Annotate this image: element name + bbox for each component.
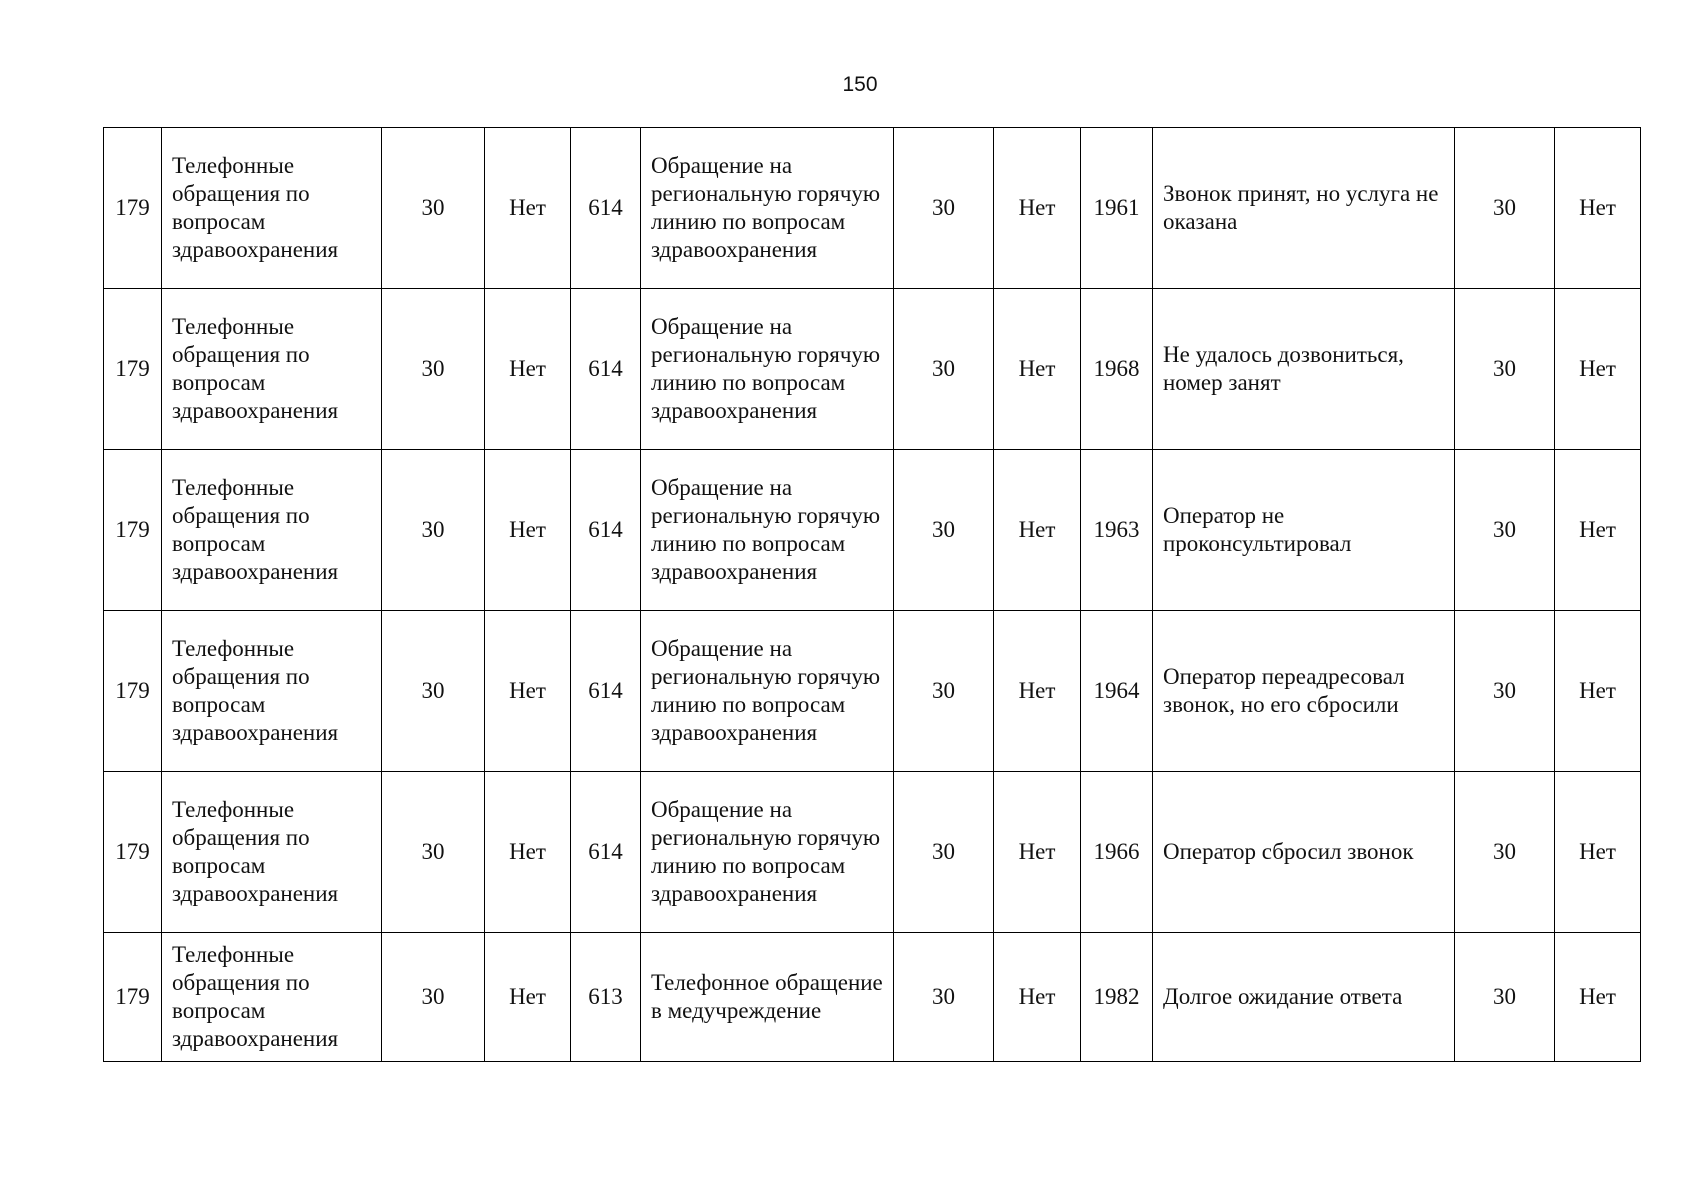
- cell-days: 30: [382, 289, 485, 450]
- cell-code: 614: [571, 289, 641, 450]
- cell-code: 613: [571, 933, 641, 1062]
- cell-flag: Нет: [1555, 611, 1641, 772]
- cell-flag: Нет: [485, 289, 571, 450]
- cell-flag: Нет: [485, 450, 571, 611]
- cell-flag: Нет: [994, 450, 1081, 611]
- cell-subcategory: Обращение на региональную горячую линию по вопросам здравоохранения: [641, 772, 894, 933]
- cell-subcategory: Обращение на региональную горячую линию по вопросам здравоохранения: [641, 289, 894, 450]
- cell-code: 179: [104, 933, 162, 1062]
- cell-code: 179: [104, 128, 162, 289]
- cell-category: Телефонные обращения по вопросам здравоохранения: [162, 128, 382, 289]
- cell-subcategory: Обращение на региональную горячую линию по вопросам здравоохранения: [641, 611, 894, 772]
- table-row: [104, 611, 1641, 772]
- cell-subcategory: Обращение на региональную горячую линию по вопросам здравоохранения: [641, 450, 894, 611]
- cell-code: 179: [104, 611, 162, 772]
- cell-days: 30: [382, 772, 485, 933]
- cell-flag: Нет: [994, 289, 1081, 450]
- cell-code: 614: [571, 611, 641, 772]
- cell-flag: Нет: [1555, 772, 1641, 933]
- cell-code: 1968: [1081, 289, 1153, 450]
- cell-code: 179: [104, 450, 162, 611]
- cell-code: 1982: [1081, 933, 1153, 1062]
- cell-flag: Нет: [485, 128, 571, 289]
- cell-reason: Долгое ожидание ответа: [1153, 933, 1455, 1062]
- cell-flag: Нет: [994, 933, 1081, 1062]
- cell-days: 30: [382, 450, 485, 611]
- cell-code: 614: [571, 450, 641, 611]
- cell-days: 30: [894, 128, 994, 289]
- table-row: [104, 128, 1641, 289]
- cell-flag: Нет: [1555, 128, 1641, 289]
- cell-flag: Нет: [994, 772, 1081, 933]
- table-row: [104, 933, 1641, 1062]
- cell-days: 30: [894, 289, 994, 450]
- cell-code: 1963: [1081, 450, 1153, 611]
- cell-flag: Нет: [1555, 289, 1641, 450]
- page-number: 150: [842, 73, 878, 96]
- cell-flag: Нет: [485, 772, 571, 933]
- cell-subcategory: Телефонное обращение в медучреждение: [641, 933, 894, 1062]
- cell-code: 179: [104, 289, 162, 450]
- table-row: [104, 450, 1641, 611]
- cell-days: 30: [1455, 772, 1555, 933]
- cell-code: 1964: [1081, 611, 1153, 772]
- cell-flag: Нет: [994, 128, 1081, 289]
- cell-reason: Оператор сбросил звонок: [1153, 772, 1455, 933]
- cell-flag: Нет: [485, 933, 571, 1062]
- cell-code: 614: [571, 128, 641, 289]
- cell-reason: Звонок принят, но услуга не оказана: [1153, 128, 1455, 289]
- cell-reason: Оператор переадресовал звонок, но его сбросили: [1153, 611, 1455, 772]
- cell-days: 30: [1455, 611, 1555, 772]
- cell-days: 30: [894, 933, 994, 1062]
- cell-code: 1961: [1081, 128, 1153, 289]
- cell-reason: Не удалось дозвониться, номер занят: [1153, 289, 1455, 450]
- cell-days: 30: [1455, 933, 1555, 1062]
- cell-code: 614: [571, 772, 641, 933]
- cell-code: 1966: [1081, 772, 1153, 933]
- cell-days: 30: [382, 933, 485, 1062]
- data-table: [103, 127, 1641, 1062]
- cell-reason: Оператор не проконсультировал: [1153, 450, 1455, 611]
- cell-category: Телефонные обращения по вопросам здравоохранения: [162, 289, 382, 450]
- cell-days: 30: [382, 128, 485, 289]
- cell-days: 30: [1455, 128, 1555, 289]
- cell-flag: Нет: [1555, 450, 1641, 611]
- table-row: [104, 772, 1641, 933]
- cell-code: 179: [104, 772, 162, 933]
- cell-days: 30: [1455, 289, 1555, 450]
- cell-days: 30: [894, 772, 994, 933]
- cell-flag: Нет: [485, 611, 571, 772]
- cell-category: Телефонные обращения по вопросам здравоохранения: [162, 933, 382, 1062]
- cell-flag: Нет: [994, 611, 1081, 772]
- cell-days: 30: [894, 450, 994, 611]
- cell-category: Телефонные обращения по вопросам здравоохранения: [162, 772, 382, 933]
- cell-flag: Нет: [1555, 933, 1641, 1062]
- cell-days: 30: [894, 611, 994, 772]
- cell-category: Телефонные обращения по вопросам здравоохранения: [162, 450, 382, 611]
- cell-days: 30: [382, 611, 485, 772]
- cell-days: 30: [1455, 450, 1555, 611]
- table-row: [104, 289, 1641, 450]
- cell-category: Телефонные обращения по вопросам здравоохранения: [162, 611, 382, 772]
- cell-subcategory: Обращение на региональную горячую линию по вопросам здравоохранения: [641, 128, 894, 289]
